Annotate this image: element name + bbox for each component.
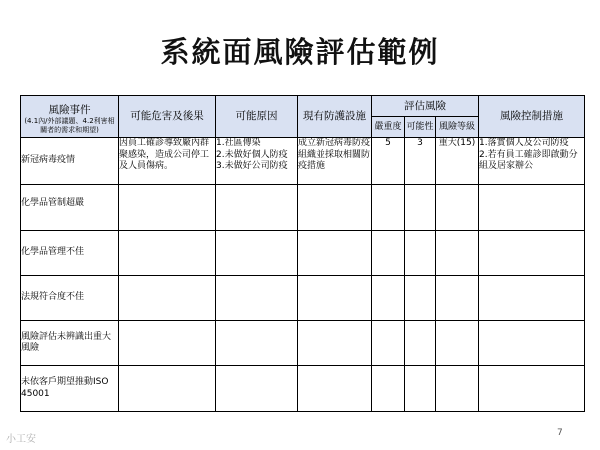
risk-event-cell: 化學品管制超嚴 [21, 185, 119, 231]
page-number: 7 [557, 428, 563, 438]
risk-event-cell: 法規符合度不佳 [21, 276, 119, 321]
risk-event-cell: 風險評估未辨識出重大風險 [21, 321, 119, 366]
header-cause: 可能原因 [216, 96, 298, 138]
table-row [21, 185, 585, 231]
header-risk-event-note: (4.1內/外部議題、4.2利害相關者的需求和期望) [24, 117, 115, 134]
header-assess-risk: 評估風險 [372, 96, 479, 117]
header-likelihood: 可能性 [405, 117, 436, 138]
header-protection: 現有防護設施 [298, 96, 372, 138]
table-row [21, 231, 585, 276]
header-risk-level: 風險等級 [436, 117, 479, 138]
header-control-measures: 風險控制措施 [479, 96, 585, 138]
risk-level-cell: 重大(15) [436, 138, 479, 185]
header-risk-event: 風險事件 (4.1內/外部議題、4.2利害相關者的需求和期望) [21, 96, 119, 138]
risk-assessment-table [20, 95, 585, 412]
table-row [21, 276, 585, 321]
severity-cell: 5 [372, 138, 405, 185]
harm-cell: 因員工確診導致廠內群聚感染，造成公司停工及人員傷病。 [119, 138, 216, 185]
header-harm: 可能危害及後果 [119, 96, 216, 138]
likelihood-cell: 3 [405, 138, 436, 185]
cause-cell: 1.社區傳染 2.未做好個人防疫 3.未做好公司防疫 [216, 138, 298, 185]
page-title: 系統面風險評估範例 [160, 35, 440, 69]
control-cell: 1.落實個人及公司防疫 2.若有員工確診即啟動分組及居家辦公 [479, 138, 585, 185]
header-severity: 嚴重度 [372, 117, 405, 138]
watermark-text: 小工安 [6, 434, 36, 445]
risk-event-cell: 新冠病毒疫情 [21, 138, 119, 185]
protection-cell: 成立新冠病毒防疫組織並採取相關防疫措施 [298, 138, 372, 185]
risk-event-cell: 化學品管理不佳 [21, 231, 119, 276]
risk-event-cell: 未依客戶期望推動ISO 45001 [21, 366, 119, 412]
table-row [21, 138, 585, 185]
table-row [21, 321, 585, 366]
table-row [21, 366, 585, 412]
